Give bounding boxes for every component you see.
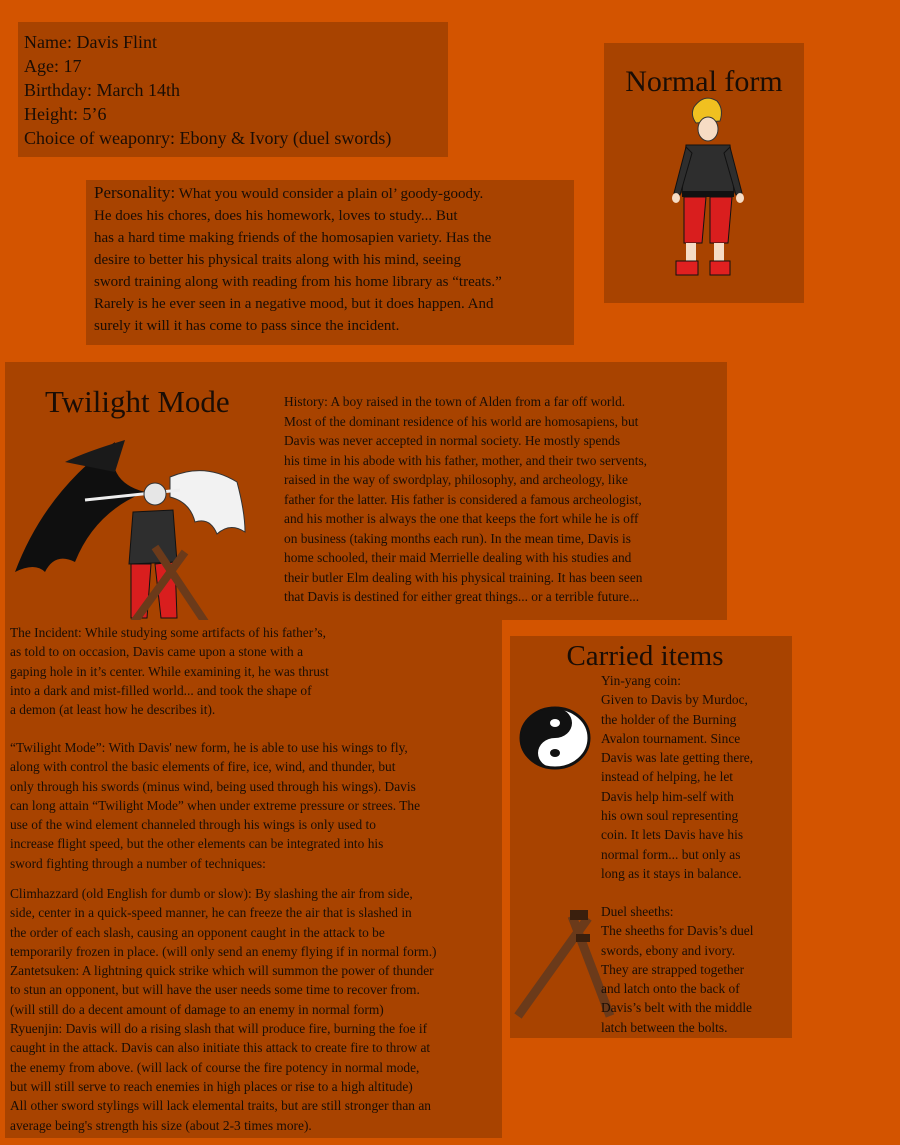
incident-line: The Incident: While studying some artifacts of his father’s,	[10, 625, 326, 640]
technique-line: temporarily frozen in place. (will only send an enemy flying if in normal form.)	[10, 943, 437, 959]
coin-line: instead of helping, he let	[601, 769, 734, 785]
sheath-line: and latch onto the back of	[601, 981, 740, 997]
sheath-line: The sheeths for Davis’s duel	[601, 923, 754, 939]
sheath-line: Davis’s belt with the middle	[601, 1000, 752, 1016]
history-line: their butler Elm dealing with his physical training. It has been seen	[284, 569, 643, 585]
technique-line: caught in the attack. Davis can also initiate this attack to create fire to throw at	[10, 1040, 431, 1056]
technique-line: Ryuenjin: Davis will do a rising slash that will produce fire, burning the foe if	[10, 1021, 428, 1037]
coin-line: Davis was late getting there,	[601, 750, 754, 766]
history-line: Davis was never accepted in normal society. He mostly spends	[284, 433, 621, 448]
twilight-title: Twilight Mode	[45, 384, 230, 419]
history-text	[284, 392, 714, 607]
coin-line: Yin-yang coin:	[601, 673, 681, 688]
coin-line: long as it stays in balance.	[601, 865, 742, 881]
profile-weaponry: Choice of weaponry: Ebony & Ivory (duel swords)	[24, 128, 392, 148]
history-line: that Davis is destined for either great things... or a terrible future...	[284, 589, 640, 604]
twilight-mode-line: can long attain “Twilight Mode” when under extreme pressure or strees. The	[10, 797, 421, 813]
technique-line: the order of each slash, causing an opponent caught in the attack to be	[10, 924, 385, 940]
coin-line: the holder of the Burning	[601, 711, 737, 727]
personality-panel	[86, 180, 574, 345]
twilight-mode-line: sword fighting through a number of techniques:	[10, 855, 266, 871]
carried-items-panel	[510, 636, 792, 1038]
twilight-mode-line: only through his swords (minus wind, being used through his wings). Davis	[10, 778, 416, 794]
carried-items-title: Carried items	[566, 640, 724, 672]
history-line: Most of the dominant residence of his world are homosapiens, but	[284, 413, 639, 429]
history-line: History: A boy raised in the town of Alden from a far off world.	[284, 394, 626, 409]
sheath-line: swords, ebony and ivory.	[601, 942, 736, 958]
twilight-mode-line: “Twilight Mode”: With Davis' new form, he is able to use his wings to fly,	[10, 740, 408, 755]
twilight-mode-line: use of the wind element channeled through his wings is only used to	[10, 817, 376, 833]
technique-line: (will still do a decent amount of damage to an enemy in normal form)	[10, 1001, 384, 1017]
technique-line: All other sword stylings will lack elemental traits, but are still stronger than an	[10, 1098, 431, 1114]
normal-form-title: Normal form	[625, 65, 783, 98]
personality-line: surely it will it has come to pass since the incident.	[94, 318, 400, 334]
personality-label: Personality:	[94, 183, 176, 202]
profile-age: Age: 17	[24, 56, 82, 76]
technique-line: side, center in a quick-speed manner, he can freeze the air that is slashed in	[10, 905, 412, 921]
technique-line: but will still serve to reach enemies in high places or rise to a high altitude)	[10, 1078, 413, 1094]
incident-line: a demon (at least how he describes it).	[10, 702, 216, 718]
profile-panel	[18, 22, 448, 157]
incident-text	[10, 623, 390, 719]
personality-line: Rarely is he ever seen in a negative mood, but it does happen. And	[94, 296, 494, 312]
coin-line: Davis help him-self with	[601, 788, 734, 804]
technique-line: the enemy from above. (will lack of course the fire potency in normal mode,	[10, 1059, 420, 1075]
technique-line: Climhazzard (old English for dumb or slow): By slashing the air from side,	[10, 886, 413, 901]
normal-form-figure	[604, 43, 804, 303]
coin-description	[601, 671, 786, 883]
sheath-line: latch between the bolts.	[601, 1019, 728, 1035]
coin-line: coin. It lets Davis have his	[601, 827, 744, 843]
sheath-line: They are strapped together	[601, 961, 745, 977]
incident-line: gaping hole in it’s center. While examining it, he was thrust	[10, 663, 329, 679]
twilight-panel	[5, 362, 727, 620]
twilight-mode-line: along with control the basic elements of fire, ice, wind, and thunder, but	[10, 759, 396, 775]
history-line: his time in his abode with his father, mother, and their two servents,	[284, 452, 648, 468]
history-line: home schooled, their maid Merrielle dealing with his studies and	[284, 550, 632, 565]
normal-form-panel	[604, 43, 804, 303]
coin-line: his own soul representing	[601, 808, 739, 824]
coin-line: Avalon tournament. Since	[601, 730, 741, 746]
personality-line: has a hard time making friends of the homosapien variety. Has the	[94, 230, 492, 246]
twilight-figure	[5, 422, 265, 622]
sheaths-description	[601, 902, 786, 1037]
yin-yang-coin-icon	[515, 696, 595, 776]
twilight-mode-text	[10, 738, 495, 873]
sheath-line: Duel sheeths:	[601, 904, 674, 919]
coin-line: normal form... but only as	[601, 846, 741, 862]
incident-line: as told to on occasion, Davis came upon a stone with a	[10, 644, 304, 660]
abilities-panel	[5, 620, 502, 1138]
coin-line: Given to Davis by Murdoc,	[601, 692, 748, 708]
techniques-text	[10, 884, 495, 1135]
technique-line: to stun an opponent, but will have the user needs some time to recover from.	[10, 982, 420, 998]
history-line: father for the latter. His father is considered a famous archeologist,	[284, 491, 642, 507]
history-line: on business (taking months each run). In the mean time, Davis is	[284, 530, 631, 546]
twilight-mode-line: increase flight speed, but the other elements can be integrated into his	[10, 836, 384, 852]
profile-height: Height: 5’6	[24, 104, 107, 124]
personality-line: He does his chores, does his homework, loves to study... But	[94, 208, 458, 224]
profile-birthday: Birthday: March 14th	[24, 80, 180, 100]
personality-line: desire to better his physical traits along with his mind, seeing	[94, 252, 462, 268]
personality-line: sword training along with reading from his home library as “treats.”	[94, 274, 502, 290]
history-line: raised in the way of swordplay, philosophy, and archeology, like	[284, 472, 628, 487]
incident-line: into a dark and mist-filled world... and took the shape of	[10, 682, 312, 698]
history-line: and his mother is always the one that keeps the fort while he is off	[284, 511, 639, 526]
personality-line: What you would consider a plain ol’ goody-goody.	[175, 186, 484, 202]
technique-line: Zantetsuken: A lightning quick strike which will summon the power of thunder	[10, 963, 434, 979]
technique-line: average being's strength his size (about 2-3 times more).	[10, 1117, 312, 1133]
profile-name: Name: Davis Flint	[24, 32, 157, 52]
